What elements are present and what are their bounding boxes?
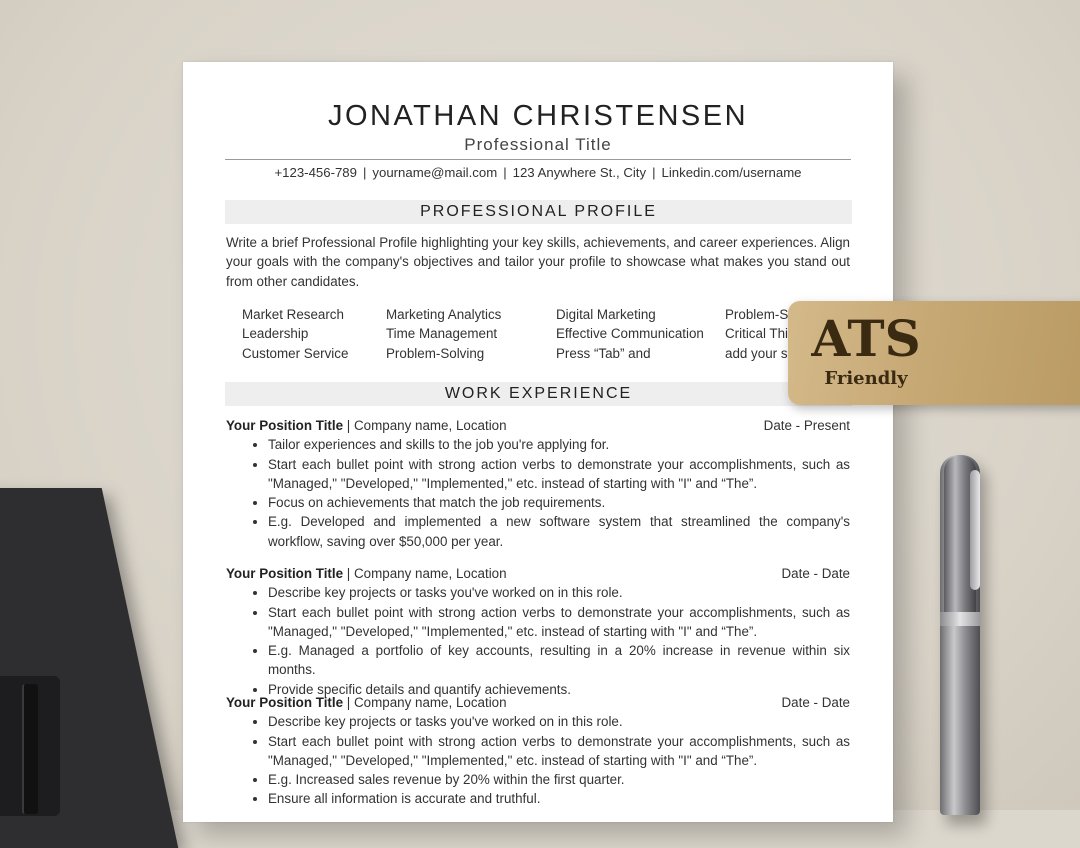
job-title: Your Position Title <box>226 695 344 710</box>
skill-item: Digital Marketing <box>556 307 656 322</box>
job-bullet: • Focus on achievements that match the job requirements. <box>268 493 850 512</box>
professional-title: Professional Title <box>464 135 612 154</box>
job-header <box>226 564 850 583</box>
job-bullet: • Start each bullet point with strong action verbs to demonstrate your accomplishments, such as "Managed," "Developed," "Implemented," etc. instead of starting with "I" and “The”. <box>268 603 850 642</box>
section-heading-experience: WORK EXPERIENCE <box>225 382 852 406</box>
job-company: | Company name, Location <box>343 418 507 433</box>
skill-item: Marketing Analytics <box>386 307 502 322</box>
skills-column <box>556 305 704 363</box>
skill-item: Customer Service <box>242 345 349 361</box>
job-date: Date - Present <box>763 418 850 433</box>
job-bullet: • E.g. Managed a portfolio of key accounts, resulting in a 20% increase in revenue within six months. <box>268 641 850 680</box>
job-header <box>226 416 850 435</box>
skills-column <box>386 305 501 363</box>
badge-subtitle: Friendly <box>824 368 908 389</box>
skill-item: Leadership <box>242 326 309 342</box>
job-bullet: • E.g. Increased sales revenue by 20% within the first quarter. <box>268 770 850 789</box>
job-bullet: • Describe key projects or tasks you've worked on in this role. <box>268 712 850 731</box>
job-company: | Company name, Location <box>343 566 507 581</box>
ats-friendly-badge <box>788 301 1080 405</box>
skill-item: Press “Tab” and <box>556 345 651 361</box>
job-bullet: • Ensure all information is accurate and truthful. <box>268 789 850 808</box>
job-bullets <box>226 435 850 551</box>
contact-separator: | <box>652 165 656 180</box>
badge-title: ATS <box>811 309 921 368</box>
notebook-strap <box>22 684 38 814</box>
contact-email: yourname@mail.com <box>372 165 498 180</box>
skill-item: Problem-Solving <box>386 345 485 361</box>
job-bullet: • Start each bullet point with strong action verbs to demonstrate your accomplishments, such as "Managed," "Developed," "Implemented," etc. instead of starting with "I" and “The”. <box>268 455 850 494</box>
job-bullets <box>226 583 850 699</box>
contact-phone: +123-456-789 <box>274 165 357 180</box>
job-date: Date - Date <box>781 566 850 581</box>
pen-clip <box>970 470 980 590</box>
skill-item: Time Management <box>386 326 498 342</box>
skill-item: Effective Communication <box>556 326 704 342</box>
job-entry <box>226 416 850 551</box>
job-header <box>226 693 850 712</box>
pen-band <box>940 612 980 626</box>
job-entry <box>226 564 850 699</box>
resume-page <box>183 62 893 822</box>
job-title: Your Position Title <box>226 566 344 581</box>
job-company: | Company name, Location <box>343 695 507 710</box>
header-divider <box>225 159 851 160</box>
job-bullet: • E.g. Developed and implemented a new software system that streamlined the company's workflow, saving over $50,000 per year. <box>268 512 850 551</box>
job-bullet: • Tailor experiences and skills to the job you're applying for. <box>268 435 850 454</box>
skill-item: Problem-S <box>725 307 789 322</box>
job-bullet: • Start each bullet point with strong action verbs to demonstrate your accomplishments, such as "Managed," "Developed," "Implemented," etc. instead of starting with "I" and “The”. <box>268 732 850 771</box>
job-title: Your Position Title <box>226 418 344 433</box>
skill-item: add your s <box>725 345 788 361</box>
section-heading-profile: PROFESSIONAL PROFILE <box>225 200 852 224</box>
contact-line <box>183 165 893 180</box>
skills-column <box>725 305 788 363</box>
contact-separator: | <box>362 165 367 180</box>
contact-separator: | <box>503 165 507 180</box>
job-bullet: • Describe key projects or tasks you've worked on in this role. <box>268 583 850 602</box>
resume-name: JONATHAN CHRISTENSEN <box>327 100 749 132</box>
job-date: Date - Date <box>781 695 850 710</box>
job-entry <box>226 693 850 809</box>
skills-column <box>242 305 348 363</box>
skill-item: Market Research <box>242 307 344 322</box>
job-bullets <box>226 712 850 808</box>
job-bullet: • Provide specific details and quantify achievements. <box>268 680 850 699</box>
skill-item: Critical Thi <box>725 326 788 342</box>
contact-linkedin: Linkedin.com/username <box>661 165 802 180</box>
contact-address: 123 Anywhere St., City <box>512 165 647 180</box>
profile-text: Write a brief Professional Profile highlighting your key skills, achievements, and career experiences. Align your goals with the company's objectives and tailor your profile to showcase what makes you stand out from other candidates. <box>226 235 850 289</box>
